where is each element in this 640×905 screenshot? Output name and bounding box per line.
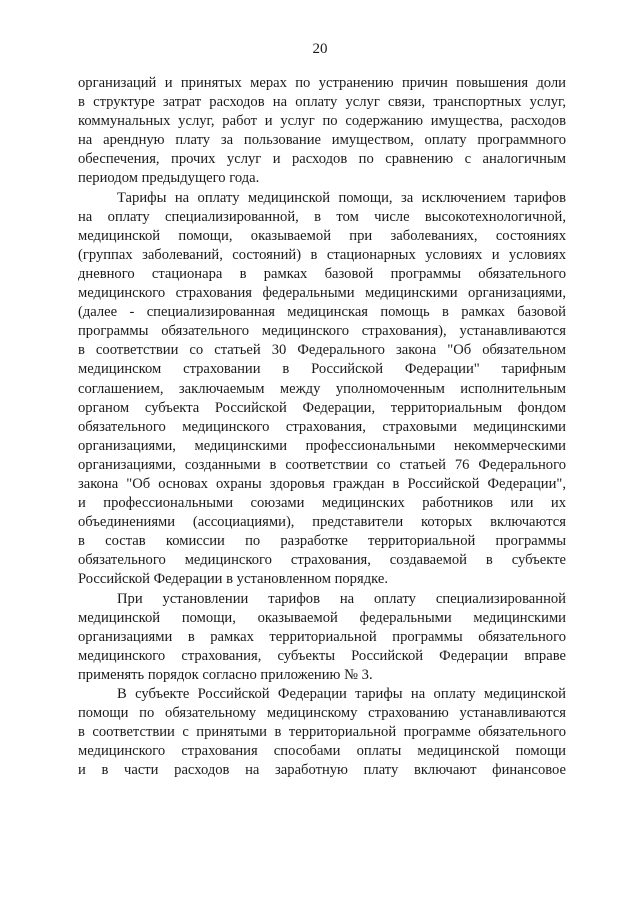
text-line: В субъекте Российской Федерации тарифы на оплату медицинской	[117, 686, 566, 702]
text-line: медицинской помощи, оказываемой при заболеваниях, состояниях	[78, 227, 566, 244]
text-line: организациями в рамках территориальной программы обязательного	[78, 628, 566, 645]
text-line: медицинского страхования федеральными медицинскими организациями,	[78, 285, 566, 302]
text-line: При установлении тарифов на оплату специализированной	[117, 590, 566, 607]
text-line: соглашением, заключаемым между уполномоченным исполнительным	[78, 380, 566, 397]
text-line: обязательного медицинского страхования, создаваемой в субъекте	[78, 552, 566, 569]
text-line: (далее - специализированная медицинская помощь в рамках базовой	[78, 304, 566, 321]
text-line: на арендную плату за пользование имуществом, оплату программного	[78, 132, 566, 149]
text-line: и профессиональными союзами медицинских работников или их	[78, 495, 566, 512]
paragraph-4	[78, 685, 566, 780]
text-line: организациями, медицинскими профессиональными некоммерческими	[78, 437, 566, 454]
text-line: организациями, созданными в соответствии со статьей 76 Федерального	[78, 456, 566, 473]
text-line: в структуре затрат расходов на оплату услуг связи, транспортных услуг,	[78, 94, 566, 111]
text-line: применять порядок согласно приложению № 3.	[78, 666, 373, 683]
paragraph-1	[78, 74, 566, 189]
text-line: Российской Федерации в установленном порядке.	[78, 571, 388, 588]
text-line: обязательного медицинского страхования, страховыми медицинскими	[78, 418, 566, 435]
text-line: медицинского страхования способами оплаты медицинской помощи	[78, 743, 566, 760]
text-line: (группах заболеваний, состояний) в стационарных условиях и условиях	[78, 246, 566, 263]
paragraph-3	[78, 590, 566, 685]
text-line: коммунальных услуг, работ и услуг по содержанию имущества, расходов	[78, 113, 566, 130]
text-line: Тарифы на оплату медицинской помощи, за исключением тарифов	[117, 189, 566, 206]
text-line: на оплату специализированной, в том числе высокотехнологичной,	[78, 208, 566, 225]
text-line: объединениями (ассоциациями), представители которых включаются	[78, 514, 566, 531]
text-line: дневного стационара в рамках базовой программы обязательного	[78, 265, 566, 282]
text-line: периодом предыдущего года.	[78, 170, 260, 187]
text-line: медицинского страхования, субъекты Российской Федерации вправе	[78, 647, 566, 664]
text-line: программы обязательного медицинского страхования), устанавливаются	[78, 323, 566, 340]
text-line: в состав комиссии по разработке территориальной программы	[78, 533, 566, 550]
text-line: обеспечения, прочих услуг и расходов по сравнению с аналогичным	[78, 151, 566, 168]
text-line: в соответствии со статьей 30 Федерального закона "Об обязательном	[78, 342, 566, 359]
document-body	[78, 74, 566, 780]
text-line: в соответствии с принятыми в территориальной программе обязательного	[78, 724, 566, 741]
page-number: 20	[312, 41, 328, 57]
text-line: органом субъекта Российской Федерации, территориальным фондом	[78, 399, 566, 416]
text-line: помощи по обязательному медицинскому страхованию устанавливаются	[78, 705, 566, 722]
text-line: медицинском страховании в Российской Федерации" тарифным	[78, 361, 566, 378]
text-line: закона "Об основах охраны здоровья граждан в Российской Федерации",	[78, 475, 566, 492]
text-line: медицинской помощи, оказываемой федеральными медицинскими	[78, 609, 566, 626]
paragraph-2	[78, 189, 566, 590]
text-line: организаций и принятых мерах по устранению причин повышения доли	[78, 75, 566, 91]
text-line: и в части расходов на заработную плату включают финансовое	[78, 762, 566, 779]
